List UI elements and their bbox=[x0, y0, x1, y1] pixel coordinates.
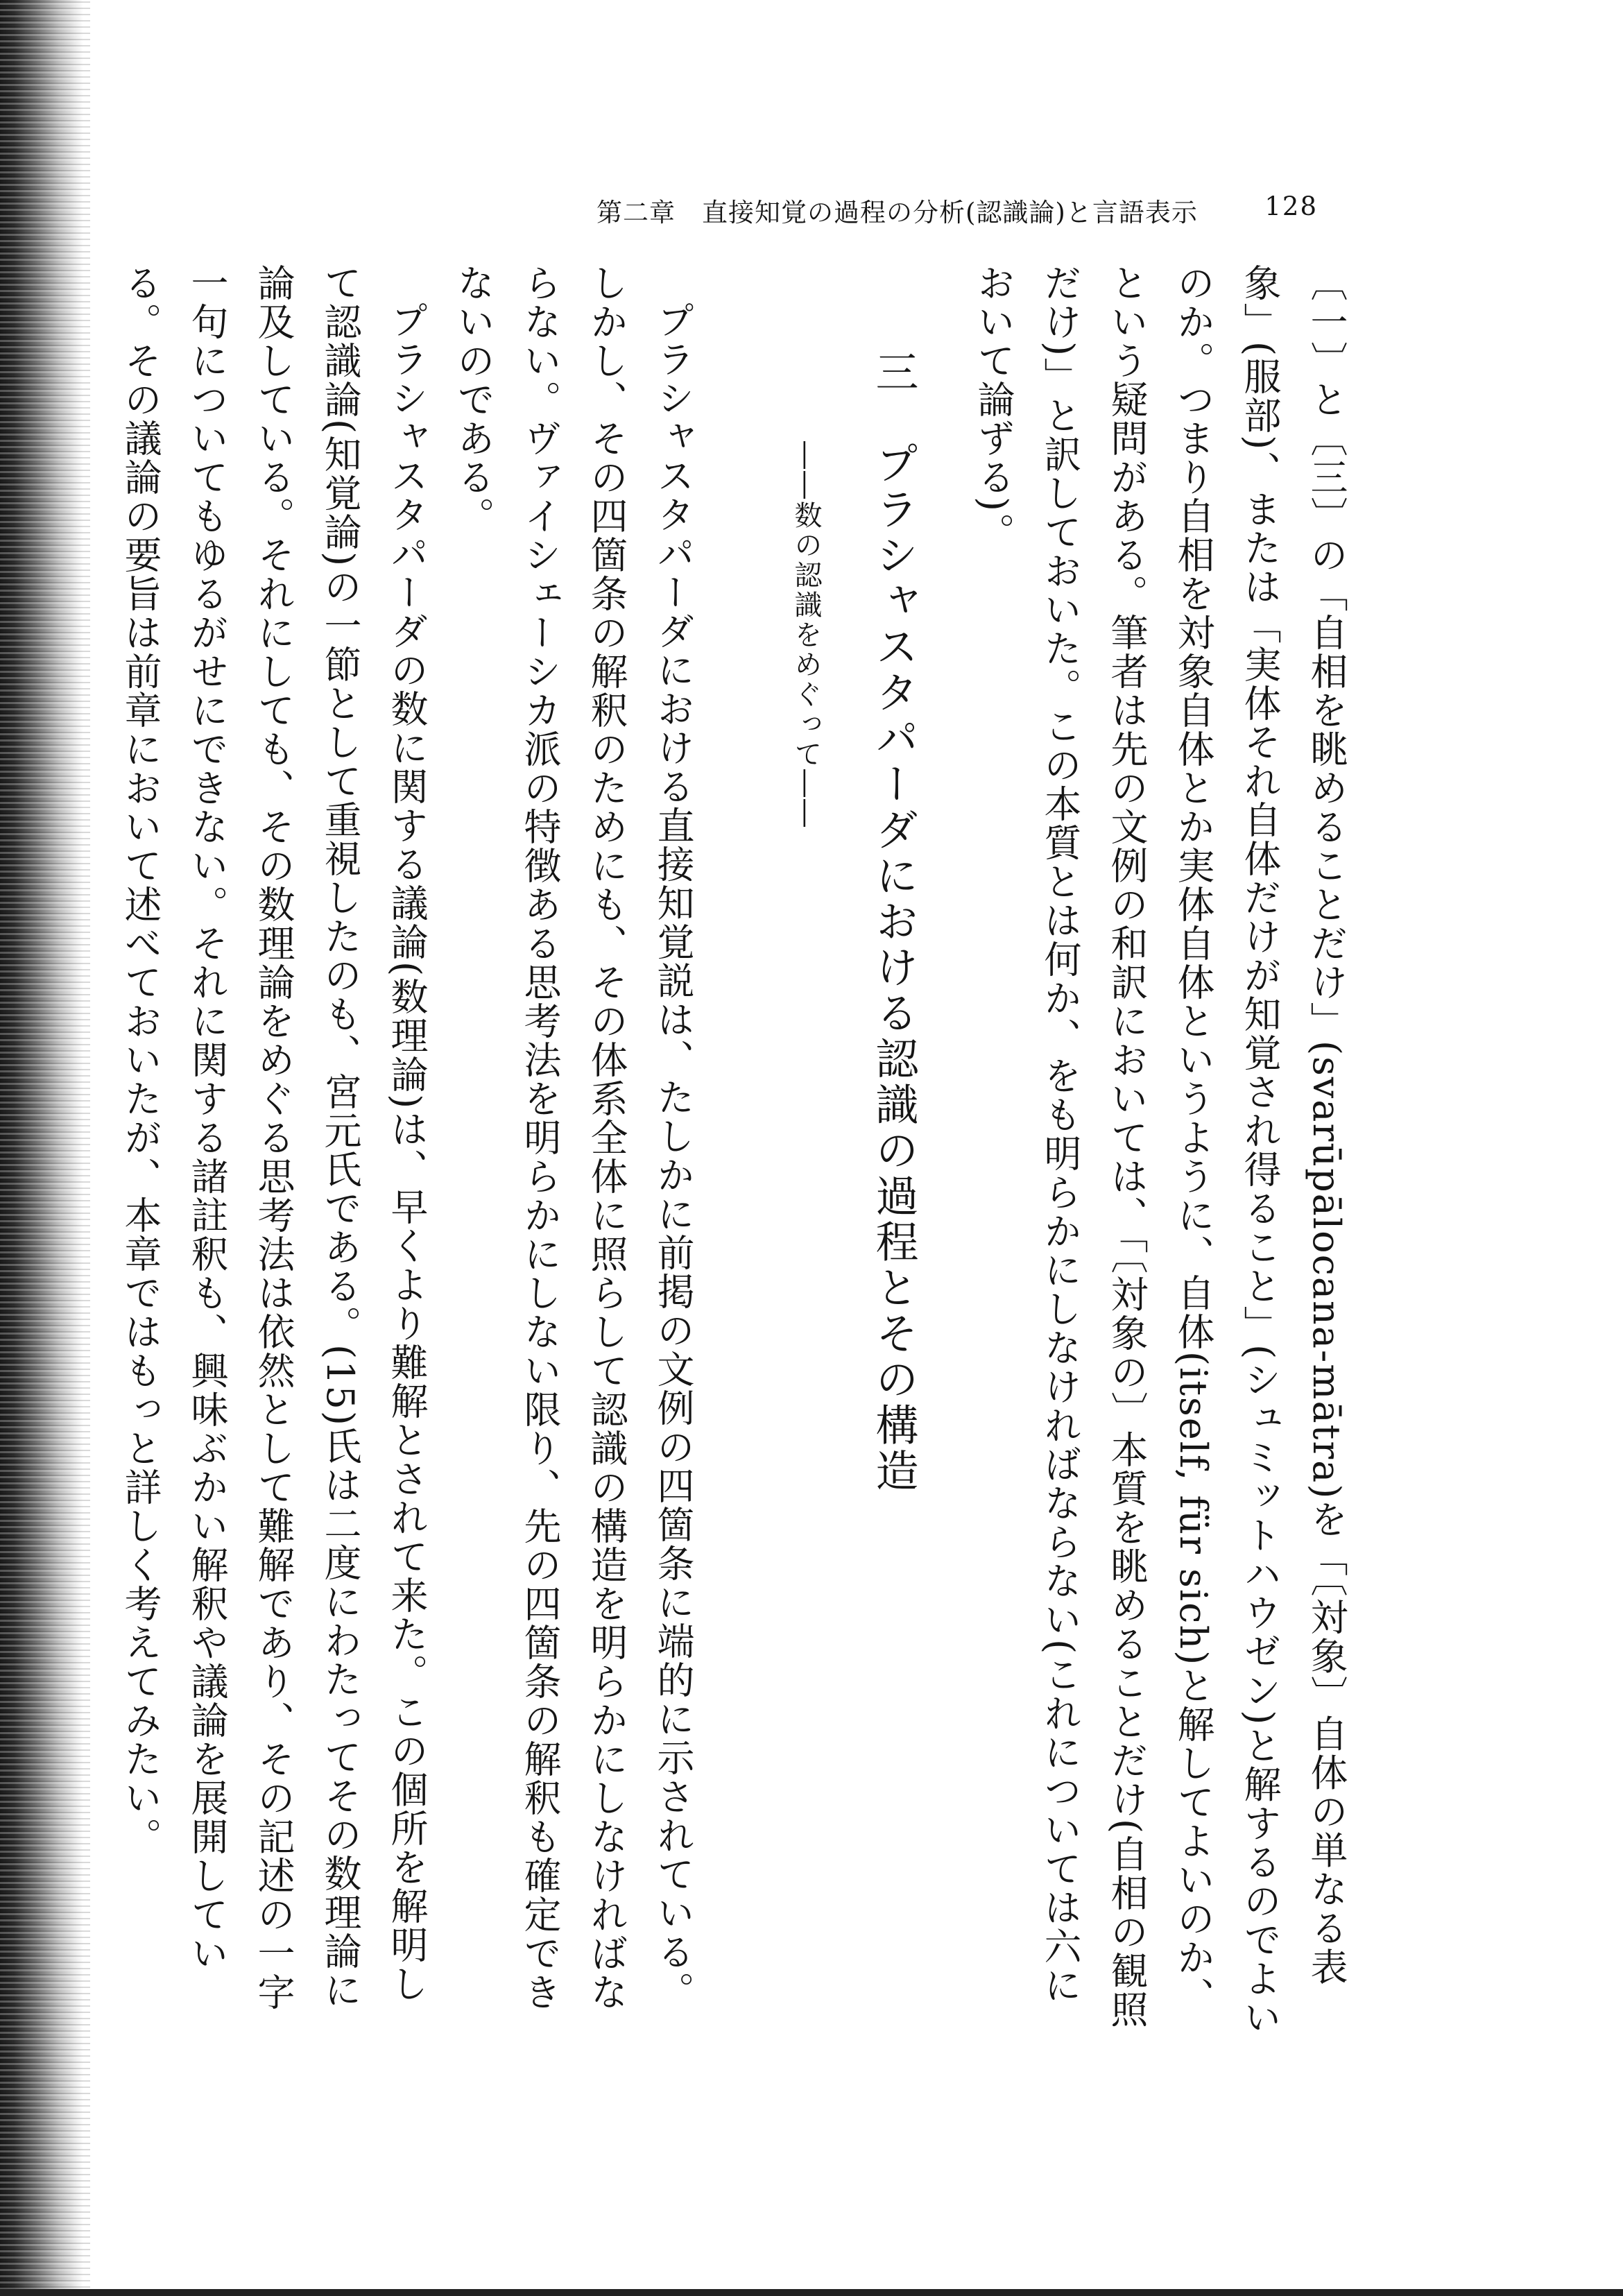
scan-edge-noise bbox=[0, 0, 90, 2296]
paragraph-2: プラシャスタパーダにおける直接知覚説は、たしかに前掲の文例の四箇条に端的に示されている。しかし、その四箇条の解釈のためにも、その体系全体に照らして認識の構造を明らかにしなければならない。ヴァイシェーシカ派の特徴ある思考法を明らかにしない限り、先の四箇条の解釈も確定できないのである。 bbox=[452, 264, 695, 2012]
chapter-title: 第二章 直接知覚の過程の分析(認識論)と言語表示 bbox=[596, 198, 1198, 228]
section-title: 三 プラシャスタパーダにおける認識の過程とその構造 bbox=[868, 350, 919, 1494]
running-header bbox=[596, 191, 1346, 233]
paragraph-3: プラシャスタパーダの数に関する議論(数理論)は、早くより難解とされて来た。この個所を解明して認識論(知覚論)の一節として重視したのも、宮元氏である。(15)氏は二度にわたってその数理論に論及している。それにしても、その数理論をめぐる思考法は依然として難解であり、その記述の一字一句についてもゆるがせにできない。それに関する諸註釈も、興味ぶかい解釈や議論を展開している。その議論の要旨は前章において述べておいたが、本章ではもっと詳しく考えてみたい。 bbox=[119, 264, 429, 2012]
paragraph-1: 〔一〕と〔三〕の「自相を眺めることだけ」(svarūpālocana-mātra)を「〔対象〕自体の単なる表象」(服部)、または「実体それ自体だけが知覚され得ること」(シュミットハウゼン)と解するのでよいのか。つまり自相を対象自体とか実体自体というように、自体(itself, für sich)と解してよいのか、という疑問がある。筆者は先の文例の和訳においては、「〔対象の〕本質を眺めることだけ(自相の観照だけ)」と訳しておいた。この本質とは何か、をも明らかにしなければならない(これについては六において論ずる)。 bbox=[972, 264, 1348, 2037]
page-number: 128 bbox=[1264, 191, 1318, 221]
scan-bottom-edge bbox=[0, 2289, 1623, 2296]
body-text bbox=[119, 264, 1359, 2039]
section-subtitle: ――数の認識をめぐって―― bbox=[790, 441, 822, 829]
